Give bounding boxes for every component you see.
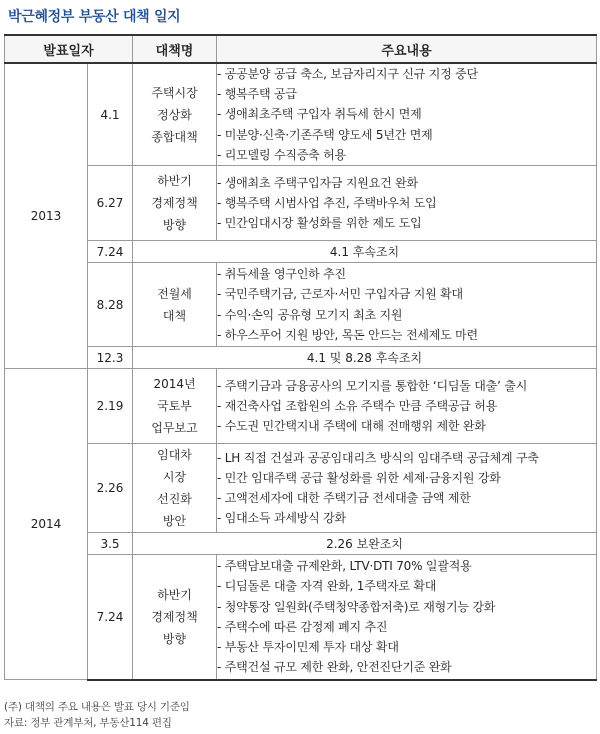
content-item: - 주택기금과 금융공사의 모기지를 통합한 ‘디딤돌 대출’ 출시 [217,376,596,396]
table-row [5,444,597,533]
follow-up-measure-cell: 4.1 후속조치 [133,241,597,263]
table-row [5,263,597,347]
policy-name-line: 업무보고 [151,421,198,436]
policy-name-cell [133,166,217,241]
policy-name-line: 전월세 [157,286,192,301]
policy-name-line: 하반기 [157,587,192,602]
content-item: - 재건축사업 조합원의 소유 주택수 만큼 주택공급 허용 [217,396,596,416]
follow-up-measure-cell: 4.1 및 8.28 후속조치 [133,347,597,369]
policy-name-cell [133,263,217,347]
content-item: - 청약통장 일원화(주택청약종합저축)로 재형기능 강화 [217,597,596,617]
date-cell: 3.5 [88,533,133,555]
policy-name-line: 방안 [162,514,187,529]
header-date: 발표일자 [5,35,133,63]
policy-name-cell [133,444,217,533]
year-cell: 2013 [5,63,88,369]
contents-cell [217,263,597,347]
policy-timeline-table [4,34,597,681]
policy-name-line: 시장 [162,470,187,485]
table-body [5,63,597,680]
policy-name-line: 임대차 [157,448,192,463]
year-cell: 2014 [5,369,88,680]
content-item: - 고액전세자에 대한 주택기금 전세대출 금액 제한 [217,488,596,508]
policy-name-line: 2014년 [153,377,196,392]
contents-cell [217,444,597,533]
table-row [5,369,597,444]
content-item: - 수도권 민간택지내 주택에 대해 전매행위 제한 완화 [217,416,596,436]
content-item: - 민간임대시장 활성화를 위한 제도 도입 [217,213,596,233]
table-row [5,63,597,166]
footnote: (주) 대책의 주요 내용은 발표 당시 기준임 [4,701,190,713]
policy-name-cell [133,555,217,680]
content-item: - 공공분양 공급 축소, 보금자리지구 신규 지정 중단 [217,64,596,84]
content-item: - 미분양·신축·기존주택 양도세 5년간 면제 [217,125,596,145]
source-note: 자료: 정부 관계부처, 부동산114 편집 [4,717,172,729]
table-row [5,241,597,263]
content-item: - 민간 임대주택 공급 활성화를 위한 세제·금융지원 강화 [217,468,596,488]
date-cell: 12.3 [88,347,133,369]
content-item: - 생애최초주택 구입자 취득세 한시 면제 [217,104,596,124]
content-item: - 리모델링 수직증축 허용 [217,145,596,165]
policy-name-cell [133,63,217,166]
content-item: - 행복주택 공급 [217,84,596,104]
content-item: - 디딤돌론 대출 자격 완화, 1주택자로 확대 [217,576,596,596]
content-item: - 수익·손익 공유형 모기지 최초 지원 [217,305,596,325]
contents-cell [217,369,597,444]
policy-name-line: 대책 [162,308,187,323]
contents-cell [217,555,597,680]
policy-name-line: 종합대책 [151,129,198,144]
policy-name-line: 경제정책 [151,609,198,624]
policy-name-line: 하반기 [157,174,192,189]
content-item: - 하우스푸어 지원 방안, 목돈 안드는 전세제도 마련 [217,325,596,345]
table-row [5,555,597,680]
policy-name-line: 경제정책 [151,196,198,211]
content-item: - 주택수에 따른 감정제 폐지 추진 [217,617,596,637]
content-item: - 주택건설 규모 제한 완화, 안전진단기준 완화 [217,657,596,677]
content-item: - 부동산 투자이민제 투자 대상 확대 [217,637,596,657]
policy-name-cell [133,369,217,444]
date-cell: 2.26 [88,444,133,533]
content-item: - 취득세율 영구인하 추진 [217,264,596,284]
date-cell: 6.27 [88,166,133,241]
content-item: - 주택담보대출 규제완화, LTV·DTI 70% 일괄적용 [217,556,596,576]
date-cell: 4.1 [88,63,133,166]
date-cell: 2.19 [88,369,133,444]
policy-name-line: 정상화 [157,107,192,122]
table-row [5,166,597,241]
content-item: - 임대소득 과세방식 강화 [217,508,596,528]
content-item: - 행복주택 시범사업 추진, 주택바우처 도입 [217,193,596,213]
policy-name-line: 방향 [162,218,187,233]
policy-name-line: 주택시장 [151,85,198,100]
policy-name-line: 선진화 [157,492,192,507]
contents-cell [217,63,597,166]
policy-name-line: 국토부 [157,399,192,414]
follow-up-measure-cell: 2.26 보완조치 [133,533,597,555]
table-row [5,347,597,369]
contents-cell [217,166,597,241]
content-item: - 국민주택기금, 근로자·서민 구입자금 지원 확대 [217,284,596,304]
table-row [5,533,597,555]
header-contents: 주요내용 [217,35,597,63]
content-item: - 생애최초 주택구입자금 지원요건 완화 [217,173,596,193]
date-cell: 7.24 [88,555,133,680]
page-title: 박근혜정부 부동산 대책 일지 [8,9,181,25]
table-header-row [5,35,597,63]
policy-name-line: 방향 [162,631,187,646]
header-policy-name: 대책명 [133,35,217,63]
content-item: - LH 직접 건설과 공공임대리츠 방식의 임대주택 공급체계 구축 [217,448,596,468]
date-cell: 7.24 [88,241,133,263]
date-cell: 8.28 [88,263,133,347]
